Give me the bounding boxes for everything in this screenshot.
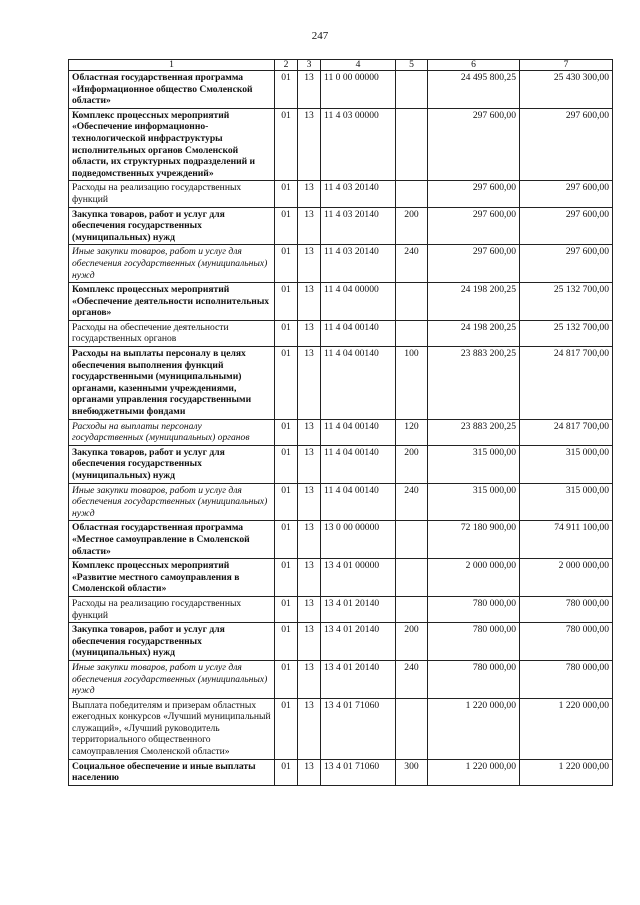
amount-year2-cell: 1 220 000,00 — [520, 759, 613, 785]
amount-year2-cell: 24 817 700,00 — [520, 347, 613, 420]
row-name-cell: Областная государственная программа «Местное самоуправление в Смоленской области» — [69, 521, 275, 559]
table-row — [69, 759, 613, 785]
subsection-code-cell: 13 — [298, 283, 321, 321]
amount-year1-cell: 780 000,00 — [428, 623, 520, 661]
expense-type-cell — [396, 320, 428, 346]
section-code-cell: 01 — [275, 207, 298, 245]
section-code-cell: 01 — [275, 759, 298, 785]
table-row — [69, 181, 613, 207]
target-article-cell: 11 4 04 00000 — [321, 283, 396, 321]
row-name-cell: Закупка товаров, работ и услуг для обеспечения государственных (муниципальных) нужд — [69, 207, 275, 245]
amount-year2-cell: 315 000,00 — [520, 445, 613, 483]
section-code-cell: 01 — [275, 245, 298, 283]
expense-type-cell: 300 — [396, 759, 428, 785]
column-header: 7 — [520, 60, 613, 71]
subsection-code-cell: 13 — [298, 181, 321, 207]
section-code-cell: 01 — [275, 660, 298, 698]
expense-type-cell: 240 — [396, 483, 428, 521]
amount-year1-cell: 315 000,00 — [428, 483, 520, 521]
column-number-row — [69, 60, 613, 71]
target-article-cell: 11 4 03 20140 — [321, 181, 396, 207]
column-header: 3 — [298, 60, 321, 71]
table-row — [69, 559, 613, 597]
expense-type-cell — [396, 283, 428, 321]
target-article-cell: 11 4 03 20140 — [321, 207, 396, 245]
target-article-cell: 11 4 04 00140 — [321, 347, 396, 420]
column-header: 6 — [428, 60, 520, 71]
amount-year1-cell: 780 000,00 — [428, 596, 520, 622]
target-article-cell: 13 4 01 20140 — [321, 623, 396, 661]
amount-year2-cell: 25 132 700,00 — [520, 283, 613, 321]
target-article-cell: 13 4 01 71060 — [321, 698, 396, 759]
expense-type-cell: 200 — [396, 207, 428, 245]
table-row — [69, 108, 613, 181]
target-article-cell: 11 4 04 00140 — [321, 320, 396, 346]
section-code-cell: 01 — [275, 521, 298, 559]
amount-year2-cell: 780 000,00 — [520, 623, 613, 661]
table-row — [69, 445, 613, 483]
target-article-cell: 13 4 01 20140 — [321, 596, 396, 622]
row-name-cell: Расходы на обеспечение деятельности государственных органов — [69, 320, 275, 346]
row-name-cell: Комплекс процессных мероприятий «Обеспечение деятельности исполнительных органов» — [69, 283, 275, 321]
section-code-cell: 01 — [275, 623, 298, 661]
subsection-code-cell: 13 — [298, 623, 321, 661]
section-code-cell: 01 — [275, 419, 298, 445]
expense-type-cell — [396, 596, 428, 622]
row-name-cell: Закупка товаров, работ и услуг для обеспечения государственных (муниципальных) нужд — [69, 623, 275, 661]
section-code-cell: 01 — [275, 283, 298, 321]
subsection-code-cell: 13 — [298, 759, 321, 785]
section-code-cell: 01 — [275, 347, 298, 420]
table-row — [69, 596, 613, 622]
row-name-cell: Иные закупки товаров, работ и услуг для обеспечения государственных (муниципальных) нужд — [69, 660, 275, 698]
amount-year2-cell: 780 000,00 — [520, 660, 613, 698]
expense-type-cell — [396, 698, 428, 759]
subsection-code-cell: 13 — [298, 559, 321, 597]
amount-year2-cell: 297 600,00 — [520, 108, 613, 181]
table-row — [69, 283, 613, 321]
subsection-code-cell: 13 — [298, 108, 321, 181]
row-name-cell: Расходы на реализацию государственных функций — [69, 181, 275, 207]
amount-year2-cell: 297 600,00 — [520, 207, 613, 245]
section-code-cell: 01 — [275, 181, 298, 207]
target-article-cell: 11 4 03 00000 — [321, 108, 396, 181]
subsection-code-cell: 13 — [298, 320, 321, 346]
amount-year1-cell: 24 198 200,25 — [428, 283, 520, 321]
expense-type-cell: 120 — [396, 419, 428, 445]
subsection-code-cell: 13 — [298, 245, 321, 283]
subsection-code-cell: 13 — [298, 596, 321, 622]
section-code-cell: 01 — [275, 559, 298, 597]
row-name-cell: Закупка товаров, работ и услуг для обеспечения государственных (муниципальных) нужд — [69, 445, 275, 483]
amount-year1-cell: 297 600,00 — [428, 245, 520, 283]
amount-year1-cell: 23 883 200,25 — [428, 347, 520, 420]
subsection-code-cell: 13 — [298, 698, 321, 759]
amount-year1-cell: 2 000 000,00 — [428, 559, 520, 597]
table-row — [69, 245, 613, 283]
target-article-cell: 11 0 00 00000 — [321, 71, 396, 109]
amount-year2-cell: 780 000,00 — [520, 596, 613, 622]
amount-year2-cell: 315 000,00 — [520, 483, 613, 521]
section-code-cell: 01 — [275, 320, 298, 346]
row-name-cell: Социальное обеспечение и иные выплаты населению — [69, 759, 275, 785]
expense-type-cell: 100 — [396, 347, 428, 420]
amount-year2-cell: 24 817 700,00 — [520, 419, 613, 445]
target-article-cell: 11 4 04 00140 — [321, 419, 396, 445]
amount-year2-cell: 2 000 000,00 — [520, 559, 613, 597]
amount-year2-cell: 297 600,00 — [520, 245, 613, 283]
expense-type-cell — [396, 181, 428, 207]
expense-type-cell — [396, 108, 428, 181]
amount-year1-cell: 1 220 000,00 — [428, 759, 520, 785]
target-article-cell: 11 4 03 20140 — [321, 245, 396, 283]
amount-year2-cell: 74 911 100,00 — [520, 521, 613, 559]
subsection-code-cell: 13 — [298, 483, 321, 521]
amount-year1-cell: 297 600,00 — [428, 108, 520, 181]
budget-table — [68, 59, 613, 786]
row-name-cell: Комплекс процессных мероприятий «Развитие местного самоуправления в Смоленской области» — [69, 559, 275, 597]
target-article-cell: 13 4 01 00000 — [321, 559, 396, 597]
table-row — [69, 419, 613, 445]
section-code-cell: 01 — [275, 698, 298, 759]
amount-year1-cell: 72 180 900,00 — [428, 521, 520, 559]
row-name-cell: Расходы на реализацию государственных функций — [69, 596, 275, 622]
section-code-cell: 01 — [275, 108, 298, 181]
target-article-cell: 13 4 01 20140 — [321, 660, 396, 698]
amount-year1-cell: 297 600,00 — [428, 207, 520, 245]
table-row — [69, 347, 613, 420]
page-number: 247 — [311, 30, 329, 42]
target-article-cell: 13 0 00 00000 — [321, 521, 396, 559]
amount-year2-cell: 1 220 000,00 — [520, 698, 613, 759]
table-row — [69, 483, 613, 521]
expense-type-cell: 200 — [396, 445, 428, 483]
amount-year1-cell: 297 600,00 — [428, 181, 520, 207]
subsection-code-cell: 13 — [298, 71, 321, 109]
row-name-cell: Иные закупки товаров, работ и услуг для обеспечения государственных (муниципальных) нужд — [69, 483, 275, 521]
expense-type-cell — [396, 71, 428, 109]
expense-type-cell: 240 — [396, 660, 428, 698]
amount-year1-cell: 23 883 200,25 — [428, 419, 520, 445]
amount-year1-cell: 24 495 800,25 — [428, 71, 520, 109]
subsection-code-cell: 13 — [298, 521, 321, 559]
target-article-cell: 11 4 04 00140 — [321, 483, 396, 521]
section-code-cell: 01 — [275, 596, 298, 622]
section-code-cell: 01 — [275, 71, 298, 109]
target-article-cell: 11 4 04 00140 — [321, 445, 396, 483]
subsection-code-cell: 13 — [298, 419, 321, 445]
subsection-code-cell: 13 — [298, 207, 321, 245]
table-row — [69, 207, 613, 245]
expense-type-cell: 240 — [396, 245, 428, 283]
table-row — [69, 320, 613, 346]
table-body — [69, 71, 613, 786]
amount-year2-cell: 25 132 700,00 — [520, 320, 613, 346]
amount-year1-cell: 1 220 000,00 — [428, 698, 520, 759]
column-header: 4 — [321, 60, 396, 71]
section-code-cell: 01 — [275, 445, 298, 483]
column-header: 5 — [396, 60, 428, 71]
table-row — [69, 71, 613, 109]
table-row — [69, 623, 613, 661]
amount-year2-cell: 25 430 300,00 — [520, 71, 613, 109]
column-header: 2 — [275, 60, 298, 71]
row-name-cell: Расходы на выплаты персоналу государственных (муниципальных) органов — [69, 419, 275, 445]
amount-year1-cell: 24 198 200,25 — [428, 320, 520, 346]
expense-type-cell: 200 — [396, 623, 428, 661]
subsection-code-cell: 13 — [298, 660, 321, 698]
amount-year1-cell: 780 000,00 — [428, 660, 520, 698]
table-row — [69, 660, 613, 698]
column-header: 1 — [69, 60, 275, 71]
row-name-cell: Областная государственная программа «Информационное общество Смоленской области» — [69, 71, 275, 109]
expense-type-cell — [396, 559, 428, 597]
section-code-cell: 01 — [275, 483, 298, 521]
expense-type-cell — [396, 521, 428, 559]
target-article-cell: 13 4 01 71060 — [321, 759, 396, 785]
row-name-cell: Выплата победителям и призерам областных ежегодных конкурсов «Лучший муниципальный служащий», «Лучший руководитель территориального общественного самоуправления Смоленской области» — [69, 698, 275, 759]
amount-year2-cell: 297 600,00 — [520, 181, 613, 207]
row-name-cell: Комплекс процессных мероприятий «Обеспечение информационно-технологической инфраструктуры исполнительных органов Смоленской области, их структурных подразделений и подведомственных учреждений» — [69, 108, 275, 181]
row-name-cell: Иные закупки товаров, работ и услуг для обеспечения государственных (муниципальных) нужд — [69, 245, 275, 283]
table-row — [69, 521, 613, 559]
amount-year1-cell: 315 000,00 — [428, 445, 520, 483]
subsection-code-cell: 13 — [298, 347, 321, 420]
row-name-cell: Расходы на выплаты персоналу в целях обеспечения выполнения функций государственными (муниципальными) органами, казенными учреждениями, органами управления государственными внебюджетными фондами — [69, 347, 275, 420]
table-row — [69, 698, 613, 759]
subsection-code-cell: 13 — [298, 445, 321, 483]
